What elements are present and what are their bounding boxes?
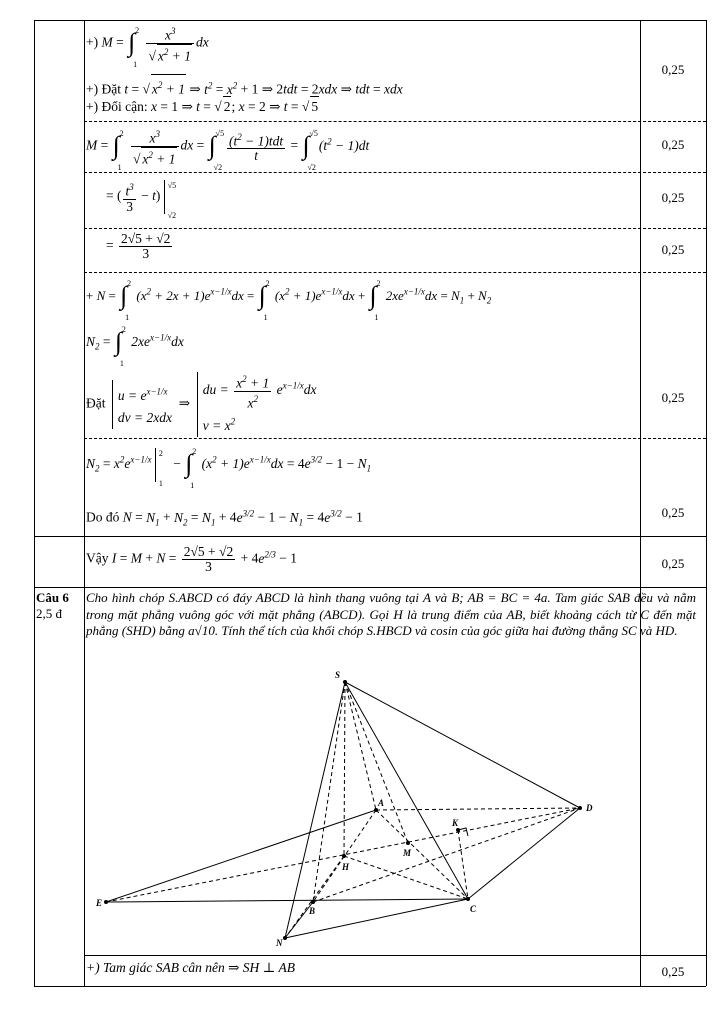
m-result-line: = $\frac{2√5 + √2}{3}$ xyxy=(106,231,171,261)
label-n: N xyxy=(276,938,283,948)
substitution-line: +) Đặt t = √ $x^2 + 1$ ⇒ $t^2 = x^2 + 1$ ⇒ 2tdt = 2xdx ⇒ tdt = xdx xyxy=(86,74,640,100)
table-border-col2 xyxy=(640,20,641,986)
row-divider xyxy=(84,955,706,956)
label-d: D xyxy=(586,803,593,813)
n2-calculation-line: $N_2 = x^2e^{x-1/x}$ 2 1 − ∫ 2 1 $(x^2 + 1)e^{x-1/x}dx = 4e^{3/2} - 1 - N_1$ xyxy=(86,447,372,490)
label-k: K xyxy=(452,818,459,828)
row-divider xyxy=(34,587,706,588)
table-border-col1 xyxy=(84,20,85,986)
change-bounds-line: +) Đổi cận: x = 1 ⇒ t = √ 2; x = 2 ⇒ t = √ 5 xyxy=(86,96,640,117)
n2-definition-line: $N_2$ = ∫ 2 1 $2xe^{x-1/x}dx$ xyxy=(86,325,184,368)
table-border-right xyxy=(706,20,707,986)
row-divider xyxy=(84,172,706,173)
label-h: H xyxy=(342,862,350,872)
m-definition-line: +) M = ∫ 2 1 $\frac{x^3}{√ x^2 + 1}$ dx xyxy=(86,25,209,69)
question-text: Cho hình chóp S.ABCD có đáy ABCD là hình thang vuông tại A và B; AB = BC = 4a. Tam giác SAB đều và nằm trong mặt phẳng vuông góc với mặt phẳng (ABCD). Gọi H là trung điểm của AB, biết khoảng cách từ C đến mặt phẳng (SHD) bằng a√10. Tính thể tích của khối chóp S.HBCD và cosin của góc giữa hai đường thẳng SC và HD. xyxy=(86,590,696,638)
isosceles-line: +) Tam giác SAB cân nên ⇒ SH ⊥ AB xyxy=(86,960,295,975)
therefore-line: Do đó $N = N_1 + N_2 = N_1 + 4e^{3/2} - 1 - N_1 = 4e^{3/2} - 1$ xyxy=(86,508,363,528)
table-border-bottom xyxy=(34,986,706,987)
row-divider xyxy=(34,536,706,537)
m-substituted-line: M = ∫ 2 1 $\frac{x^3}{√ x^2 + 1}$ dx = ∫ √5 √2 $\frac{(t^2 - 1)tdt}{t}$ = ∫ √5 √2 $(t^2 - 1)dt$ xyxy=(86,128,370,172)
question-points: 2,5 đ xyxy=(36,606,62,621)
score-cell: 0,25 xyxy=(661,242,685,257)
score-cell: 0,25 xyxy=(661,190,685,205)
label-m: M xyxy=(403,848,412,858)
integration-by-parts-line: Đặt $u = e^{x-1/x}$ dv = 2xdx ⇒ du = $\frac{x^2 + 1}{x^2}$ $e^{x-1/x}dx$ $v = x^2$ xyxy=(86,372,640,437)
n-definition-line: + N = ∫ 2 1 $(x^2 + 2x + 1)e^{x-1/x}dx$ = ∫ 2 1 $(x^2 + 1)e^{x-1/x}dx$ + ∫ 2 1 $2xe^{x-1/x}dx = N_1 + N_2$ xyxy=(86,279,492,322)
m-antiderivative-line: = ( $\frac{t^3}{3}$ − t) √5 √2 xyxy=(86,180,640,214)
score-cell: 0,25 xyxy=(661,62,685,77)
pyramid-figure xyxy=(90,660,610,950)
question-number: Câu 6 xyxy=(36,590,69,605)
label-s: S xyxy=(335,670,341,680)
label-b: B xyxy=(309,906,316,916)
label-e: E xyxy=(96,898,103,908)
score-cell: 0,25 xyxy=(661,137,685,152)
table-border-left xyxy=(34,20,35,986)
row-divider xyxy=(84,272,706,273)
score-cell: 0,25 xyxy=(661,556,685,571)
score-cell: 0,25 xyxy=(661,390,685,405)
row-divider xyxy=(84,228,706,229)
score-cell: 0,25 xyxy=(661,964,685,979)
conclusion-line: Vậy I = M + N = $\frac{2√5 + √2}{3}$ + $4e^{2/3} - 1$ xyxy=(86,543,297,574)
score-cell: 0,25 xyxy=(661,505,685,520)
question-label xyxy=(36,590,84,622)
row-divider xyxy=(84,121,706,122)
row-divider xyxy=(84,438,706,439)
label-c: C xyxy=(470,904,477,914)
label-a: A xyxy=(378,798,385,808)
